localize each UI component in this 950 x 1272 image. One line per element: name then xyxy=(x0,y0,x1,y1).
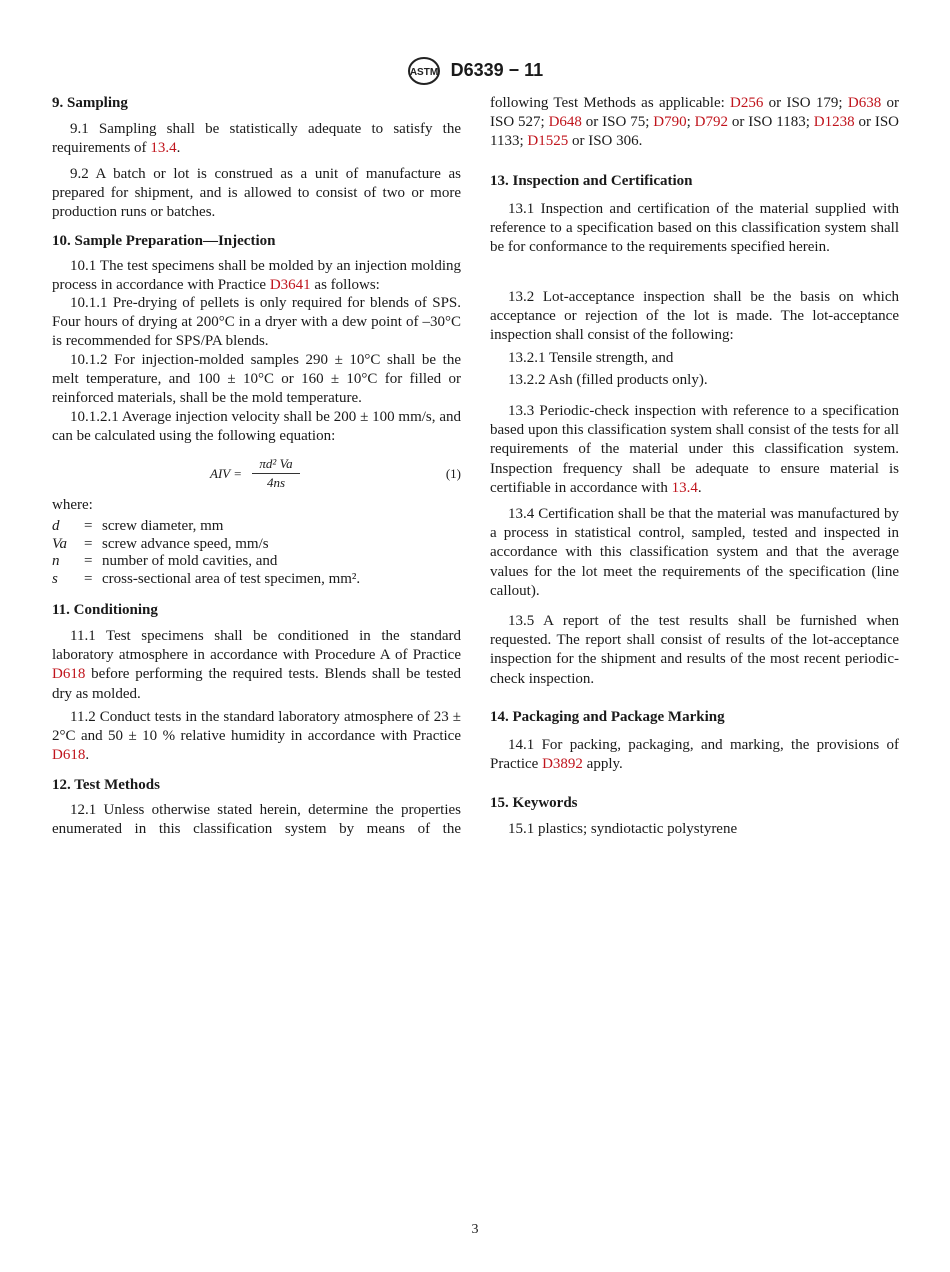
paragraph xyxy=(490,349,899,368)
paragraph xyxy=(52,408,461,446)
text-run: 13.5 A report of the test results shall be furnished when requested. The report shall consist of results of the lot-acceptance inspection for the shipment and results of the most recent periodic-check inspection. xyxy=(490,613,899,687)
document-id: D6339 − 11 xyxy=(450,60,544,81)
page-header xyxy=(0,56,950,86)
reference-link[interactable]: 13.4 xyxy=(150,140,177,157)
variable-desc: screw advance speed, mm/s xyxy=(102,535,269,552)
reference-link[interactable]: D3892 xyxy=(542,756,583,773)
equation-lhs: AIV = xyxy=(210,466,242,481)
reference-link[interactable]: D648 xyxy=(548,114,582,131)
reference-link[interactable]: D256 xyxy=(730,95,764,111)
paragraph xyxy=(52,627,461,704)
text-run: or ISO 75; xyxy=(581,114,654,131)
text-run: or ISO 527; xyxy=(490,95,899,131)
text-run: 13.4 Certification shall be that the material was manufactured by a process in statistical control, sampled, tested and inspected in accordance with this classification system and that the average values for the lot meet the requirements of the specification (line callout). xyxy=(490,506,899,599)
text-run: . xyxy=(697,479,702,496)
reference-link[interactable]: D1525 xyxy=(527,133,569,150)
text-run: . xyxy=(85,747,90,764)
section-heading: 15. Keywords xyxy=(490,795,578,811)
reference-link[interactable]: D618 xyxy=(52,666,86,683)
text-run: 10.1.2.1 Average injection velocity shall be 200 ± 100 mm/s, and can be calculated using the following equation: xyxy=(52,409,461,445)
text-run: following Test Methods as applicable: xyxy=(490,95,731,111)
text-run: 13.1 Inspection and certification of the material supplied with reference to a specification based on this classification system shall be for conformance to the requirements specified herein. xyxy=(490,201,899,256)
variable-symbol: Va xyxy=(52,535,67,552)
text-run: 10.1 The test specimens shall be molded by an injection molding process in accordance with Practice xyxy=(52,258,461,294)
paragraph xyxy=(490,288,899,346)
reference-link[interactable]: D638 xyxy=(847,95,882,111)
paragraph xyxy=(52,708,461,766)
paragraph xyxy=(52,120,461,158)
where-label: where: xyxy=(52,497,93,513)
variable-desc: cross-sectional area of test specimen, mm². xyxy=(102,571,361,588)
reference-link[interactable]: 13.4 xyxy=(671,479,698,496)
text-run: 11.1 Test specimens shall be conditioned in the standard laboratory atmosphere in accordance with Procedure A of Practice xyxy=(52,628,461,664)
text-run: 9.1 Sampling shall be statistically adequate to satisfy the requirements of xyxy=(52,121,461,157)
reference-link[interactable]: D618 xyxy=(52,747,86,764)
paragraph xyxy=(490,200,899,258)
paragraph xyxy=(490,736,899,774)
text-run: 13.2 Lot-acceptance inspection shall be the basis on which acceptance or rejection of the lot is made. The lot-acceptance inspection shall consist of the following: xyxy=(490,289,899,344)
text-run: as follows: xyxy=(310,277,380,294)
text-run: apply. xyxy=(582,756,623,773)
variable-desc: screw diameter, mm xyxy=(102,518,224,534)
svg-text:ASTM: ASTM xyxy=(409,67,438,78)
paragraph xyxy=(490,820,899,839)
section-heading: 9. Sampling xyxy=(52,95,128,111)
text-run: 10.1.2 For injection-molded samples 290 ± 10°C shall be the melt temperature, and 100 ± 10°C or 160 ± 10°C for filled or reinforced materials, shall be the mold temperature. xyxy=(52,352,461,407)
equals: = xyxy=(84,571,93,588)
text-run: 13.2.2 Ash (filled products only). xyxy=(508,372,708,388)
paragraph xyxy=(490,505,899,601)
text-run: 13.3 Periodic-check inspection with reference to a specification based upon this classification system shall consist of the tests for all requirements of the material under this classification system. Inspection frequency shall be adequate to ensure material is certifiable in accordance with xyxy=(490,403,899,496)
text-run: or ISO 306. xyxy=(568,133,643,150)
text-run: 13.2.1 Tensile strength, and xyxy=(508,350,674,366)
text-run: 11.2 Conduct tests in the standard laboratory atmosphere of 23 ± 2°C and 50 ± 10 % relative humidity in accordance with Practice xyxy=(52,709,461,745)
text-run: 15.1 plastics; syndiotactic polystyrene xyxy=(508,821,738,837)
text-run: before performing the required tests. Blends shall be tested dry as molded. xyxy=(52,666,461,702)
reference-link[interactable]: D3641 xyxy=(269,277,311,294)
variable-list xyxy=(52,518,461,589)
equals: = xyxy=(84,535,93,552)
section-heading: 12. Test Methods xyxy=(52,777,160,793)
paragraph xyxy=(52,801,461,839)
variable-symbol: s xyxy=(52,571,58,588)
paragraph xyxy=(52,257,461,295)
variable-row xyxy=(52,553,461,571)
text-run: or ISO 1183; xyxy=(727,114,814,131)
reference-link[interactable]: D1238 xyxy=(813,114,855,131)
text-run: 9.2 A batch or lot is construed as a unit of manufacture as prepared for shipment, and is allowed to consist of two or more production runs or batches. xyxy=(52,166,461,221)
paragraph xyxy=(490,612,899,689)
text-run: ; xyxy=(686,114,695,131)
astm-logo-icon xyxy=(407,56,441,86)
section-heading: 11. Conditioning xyxy=(52,602,158,618)
equation-fraction xyxy=(252,456,300,491)
section-heading: 13. Inspection and Certification xyxy=(490,173,693,189)
variable-row xyxy=(52,518,461,536)
variable-row xyxy=(52,536,461,554)
equals: = xyxy=(84,553,93,570)
text-run: 14.1 For packing, packaging, and marking, the provisions of Practice xyxy=(490,737,899,773)
paragraph xyxy=(490,371,899,390)
equals: = xyxy=(84,518,93,534)
equation-numerator: πd² Va xyxy=(252,456,300,474)
paragraph xyxy=(52,351,461,409)
page-number: 3 xyxy=(471,1222,479,1237)
variable-symbol: d xyxy=(52,518,60,534)
section-heading: 10. Sample Preparation—Injection xyxy=(52,233,276,249)
equation-denominator: 4ns xyxy=(266,475,286,490)
paragraph xyxy=(52,294,461,352)
paragraph xyxy=(490,94,899,152)
text-run: 10.1.1 Pre-drying of pellets is only required for blends of SPS. Four hours of drying at 200°C in a dryer with a dew point of –30°C is recommended for SPS/PA blends. xyxy=(52,295,461,350)
variable-desc: number of mold cavities, and xyxy=(102,553,278,570)
reference-link[interactable]: D790 xyxy=(653,114,687,131)
text-run: or ISO 1133; xyxy=(490,114,899,150)
equation-number: (1) xyxy=(445,466,461,481)
equation xyxy=(52,456,461,490)
variable-row xyxy=(52,571,461,589)
paragraph xyxy=(52,165,461,223)
text-run: or ISO 179; xyxy=(763,95,848,111)
paragraph xyxy=(490,402,899,498)
text-run: 12.1 Unless otherwise stated herein, determine the properties enumerated in this classification system by means of the xyxy=(52,802,461,838)
variable-symbol: n xyxy=(52,553,60,570)
text-run: . xyxy=(176,140,181,157)
reference-link[interactable]: D792 xyxy=(694,114,728,131)
section-heading: 14. Packaging and Package Marking xyxy=(490,709,725,725)
